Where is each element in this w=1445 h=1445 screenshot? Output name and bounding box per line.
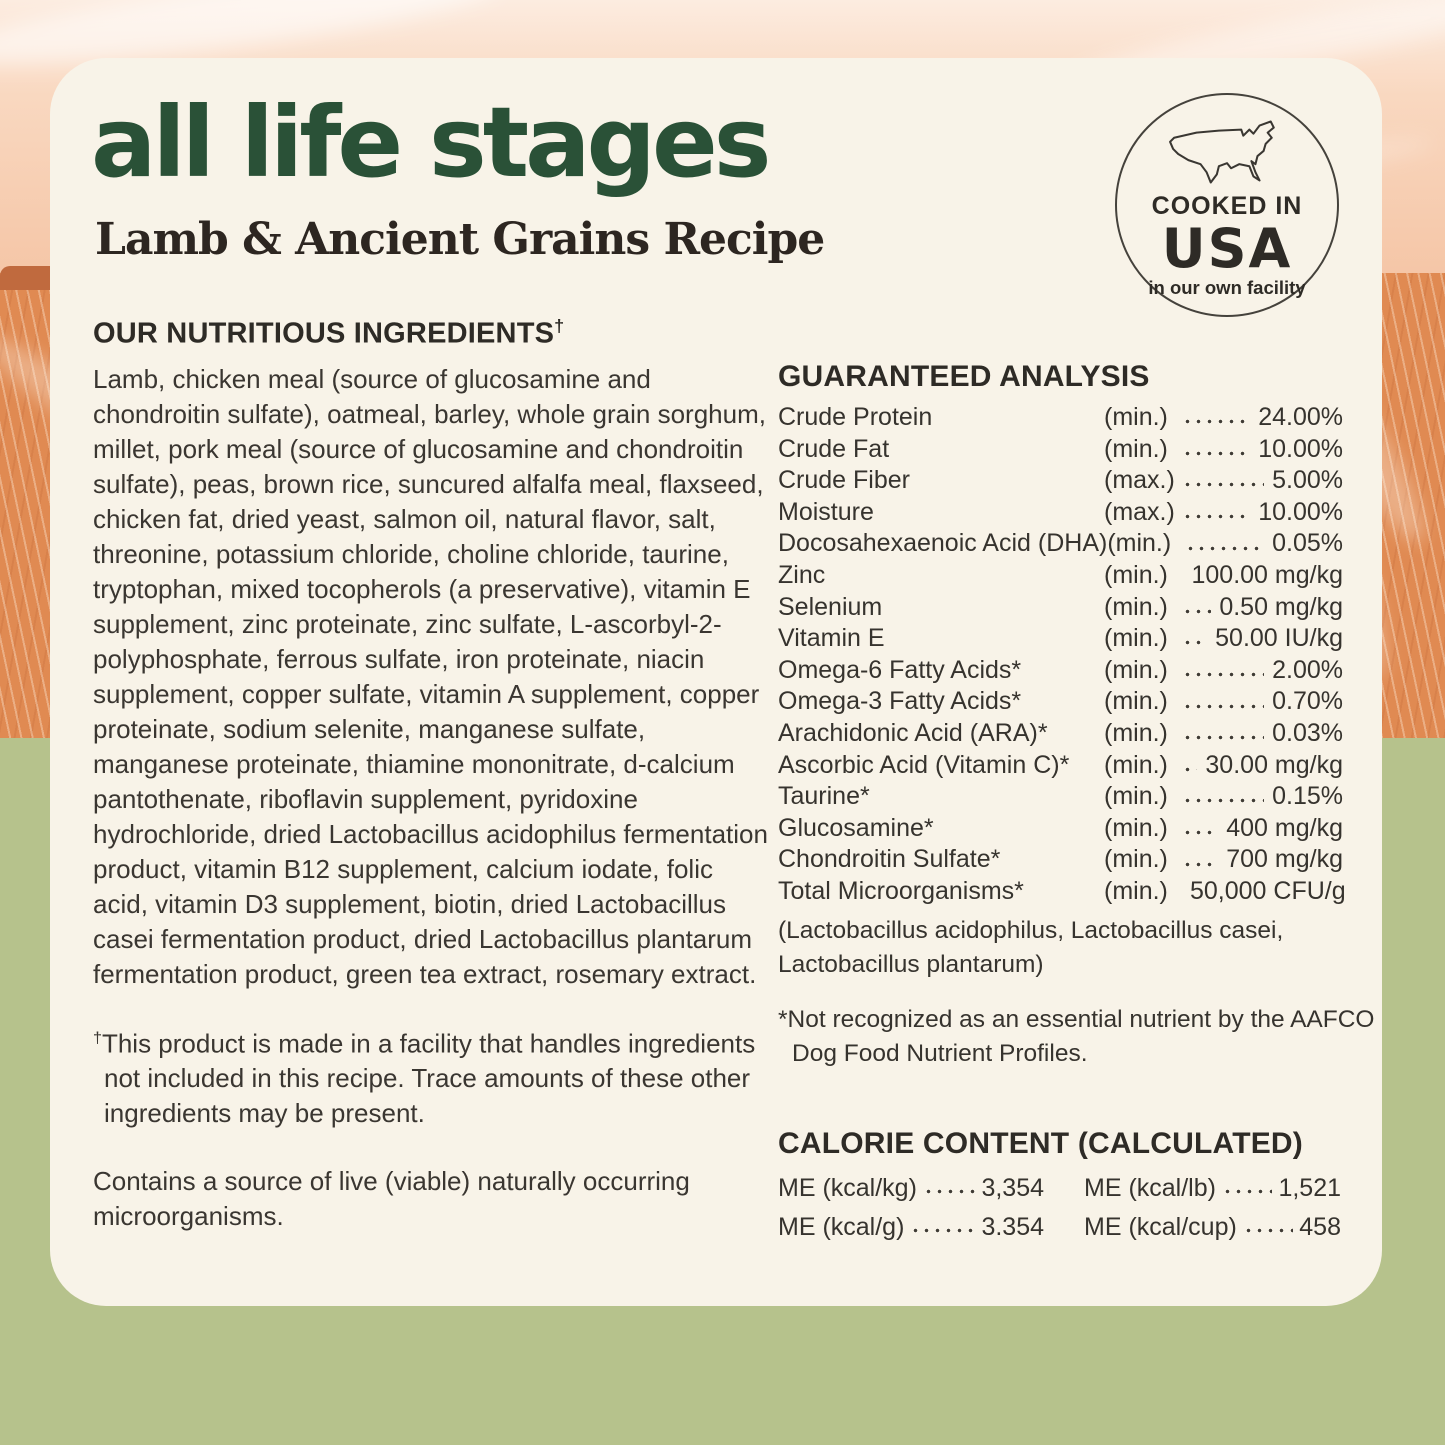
label-card (50, 58, 1382, 1306)
badge-line3: in our own facility (1148, 277, 1306, 299)
analysis-row (778, 687, 1343, 719)
dotted-leader (1182, 827, 1218, 838)
nutrient-name: Moisture (778, 497, 874, 526)
calorie-value: 458 (1299, 1212, 1341, 1241)
analysis-column (778, 360, 1375, 1242)
dotted-leader (1185, 543, 1264, 554)
nutrient-name: Crude Protein (778, 403, 933, 431)
nutrient-qualifier: (max.) (1104, 497, 1175, 526)
analysis-row (778, 751, 1343, 783)
nutrient-name: Glucosamine* (778, 813, 934, 842)
badge-line2: USA (1161, 217, 1293, 280)
dotted-leader (1182, 701, 1264, 712)
ingredients-column (93, 316, 778, 1260)
calorie-entry (778, 1213, 1044, 1242)
dotted-leader (1182, 859, 1218, 870)
analysis-row (778, 876, 1346, 909)
analysis-row (778, 719, 1343, 751)
nutrient-qualifier: (min.) (1104, 655, 1168, 684)
nutrient-qualifier: (min.) (1104, 560, 1168, 589)
nutrient-name: Vitamin E (778, 624, 885, 653)
nutrient-qualifier: (min.) (1104, 876, 1168, 905)
nutrient-name: Total Microorganisms* (778, 876, 1024, 905)
nutrient-qualifier: (min.) (1104, 782, 1168, 811)
dotted-leader (1182, 732, 1264, 743)
facility-footnote-text: This product is made in a facility that handles ingredients not included in this recipe. Trace amounts of these other ingredients may be present. (101, 1028, 756, 1129)
calorie-value: 3.354 (981, 1212, 1044, 1241)
dotted-leader (1182, 574, 1184, 585)
nutrient-qualifier: (min.) (1104, 750, 1168, 779)
nutrient-qualifier: (min.) (1104, 434, 1168, 463)
nutrient-name: Omega-3 Fatty Acids* (778, 687, 1022, 716)
nutrient-name: Arachidonic Acid (ARA)* (778, 718, 1048, 747)
nutrient-value: 50.00 IU/kg (1215, 624, 1343, 653)
nutrient-name: Selenium (778, 592, 883, 621)
dagger-mark: † (554, 316, 565, 336)
nutrient-qualifier: (min.) (1104, 592, 1168, 621)
nutrient-value: 5.00% (1272, 466, 1343, 495)
nutrient-name: Crude Fiber (778, 466, 910, 495)
recipe-subtitle: Lamb & Ancient Grains Recipe (95, 214, 825, 265)
analysis-row (778, 782, 1343, 814)
analysis-row (778, 656, 1343, 688)
dotted-leader (1182, 448, 1250, 459)
nutrient-name: Docosahexaenoic Acid (DHA) (778, 529, 1108, 558)
nutrient-value: 10.00% (1258, 497, 1343, 526)
ingredients-list: Lamb, chicken meal (source of glucosamine and chondroitin sulfate), oatmeal, barley, whole grain sorghum, millet, pork meal (source of glucosamine and chondroitin sulfate), peas, brown rice, suncured alfalfa meal, flaxseed, chicken fat, dried yeast, salmon oil, natural flavor, salt, threonine, potassium chloride, choline chloride, taurine, tryptophan, mixed tocopherols (a preservative), vitamin E supplement, zinc proteinate, zinc sulfate, L-ascorbyl-2-polyphosphate, ferrous sulfate, iron proteinate, niacin supplement, copper sulfate, vitamin A supplement, copper proteinate, sodium selenite, manganese sulfate, manganese proteinate, thiamine mononitrate, d-calcium pantothenate, riboflavin supplement, pyridoxine hydrochloride, dried Lactobacillus acidophilus fermentation product, vitamin B12 supplement, calcium iodate, folic acid, vitamin D3 supplement, biotin, dried Lactobacillus casei fermentation product, dried Lactobacillus plantarum fermentation product, green tea extract, rosemary extract. (93, 363, 768, 989)
product-title: all life stages (91, 86, 768, 199)
nutrient-value: 0.50 mg/kg (1219, 592, 1343, 621)
nutrient-value: 30.00 mg/kg (1205, 750, 1343, 779)
nutrient-value: 24.00% (1258, 403, 1343, 431)
calorie-column-1 (778, 1174, 1044, 1242)
nutrient-value: 50,000 CFU/g (1190, 876, 1346, 905)
calorie-value: 1,521 (1278, 1173, 1341, 1202)
calorie-entry (778, 1174, 1044, 1203)
nutrient-value: 700 mg/kg (1226, 845, 1343, 874)
analysis-row (778, 403, 1343, 435)
calorie-content-heading: CALORIE CONTENT (CALCULATED) (778, 1126, 1303, 1160)
ingredients-heading (93, 316, 778, 351)
nutrient-name: Chondroitin Sulfate* (778, 845, 1001, 874)
dotted-leader (1182, 795, 1264, 806)
dotted-leader (1243, 1225, 1293, 1236)
calorie-entry (1084, 1213, 1341, 1242)
analysis-row (778, 624, 1343, 656)
nutrient-qualifier: (max.) (1104, 466, 1175, 495)
analysis-row (778, 529, 1343, 561)
badge-line1: COOKED IN (1151, 192, 1303, 220)
analysis-row (778, 814, 1343, 846)
dotted-leader (1182, 479, 1264, 490)
calorie-value: 3,354 (981, 1173, 1044, 1202)
dotted-leader (910, 1225, 975, 1236)
analysis-row (778, 593, 1343, 625)
dotted-leader (1222, 1186, 1272, 1197)
analysis-row (778, 845, 1343, 877)
aafco-footnote: *Not recognized as an essential nutrient by the AAFCO Dog Food Nutrient Profiles. (778, 1005, 1375, 1067)
nutrient-qualifier: (min.) (1104, 813, 1168, 842)
nutrient-value: 0.70% (1272, 687, 1343, 716)
guaranteed-analysis-heading: GUARANTEED ANALYSIS (778, 360, 1150, 393)
calorie-label: ME (kcal/lb) (1084, 1173, 1216, 1202)
nutrient-value: 0.03% (1272, 718, 1343, 747)
facility-footnote (93, 1021, 773, 1132)
nutrient-qualifier: (min.) (1104, 403, 1168, 431)
cooked-in-usa-badge (1115, 93, 1339, 317)
nutrient-qualifier: (min.) (1104, 687, 1168, 716)
dotted-leader (1182, 416, 1250, 427)
microorganism-species-note: (Lactobacillus acidophilus, Lactobacillus casei, Lactobacillus plantarum) (778, 916, 1284, 978)
nutrient-name: Ascorbic Acid (Vitamin C)* (778, 750, 1070, 779)
nutrient-name: Zinc (778, 560, 826, 589)
nutrient-value: 0.15% (1272, 782, 1343, 811)
calorie-column-2 (1084, 1174, 1341, 1242)
nutrient-name: Taurine* (778, 782, 870, 811)
nutrient-name: Crude Fat (778, 434, 890, 463)
nutrient-qualifier: (min.) (1104, 718, 1168, 747)
calorie-entry (1084, 1174, 1341, 1203)
nutrient-value: 10.00% (1258, 434, 1343, 463)
nutrient-qualifier: (min.) (1104, 845, 1168, 874)
nutrient-value: 0.05% (1272, 529, 1343, 558)
nutrient-value: 2.00% (1272, 655, 1343, 684)
analysis-row (778, 498, 1343, 530)
calorie-content-table (778, 1174, 1343, 1242)
dotted-leader (1182, 669, 1264, 680)
nutrient-name: Omega-6 Fatty Acids* (778, 655, 1022, 684)
dotted-leader (1182, 606, 1211, 617)
microorganisms-note: Contains a source of live (viable) naturally occurring microorganisms. (93, 1166, 690, 1232)
nutrient-qualifier: (min.) (1107, 529, 1172, 558)
analysis-row (778, 435, 1343, 467)
dotted-leader (1182, 637, 1207, 648)
guaranteed-analysis-rows (778, 403, 1346, 909)
analysis-row (778, 466, 1343, 498)
analysis-row (778, 561, 1343, 593)
dotted-leader (1182, 511, 1250, 522)
nutrient-value: 400 mg/kg (1226, 813, 1343, 842)
ingredients-heading-text: OUR NUTRITIOUS INGREDIENTS (93, 317, 555, 350)
dagger-mark: † (93, 1028, 102, 1047)
dotted-leader (923, 1186, 976, 1197)
dotted-leader (1182, 764, 1197, 775)
calorie-label: ME (kcal/cup) (1084, 1212, 1237, 1241)
calorie-label: ME (kcal/kg) (778, 1173, 917, 1202)
nutrient-value: 100.00 mg/kg (1191, 560, 1343, 589)
nutrient-qualifier: (min.) (1104, 624, 1168, 653)
calorie-label: ME (kcal/g) (778, 1212, 905, 1241)
usa-map-icon (1166, 115, 1288, 191)
